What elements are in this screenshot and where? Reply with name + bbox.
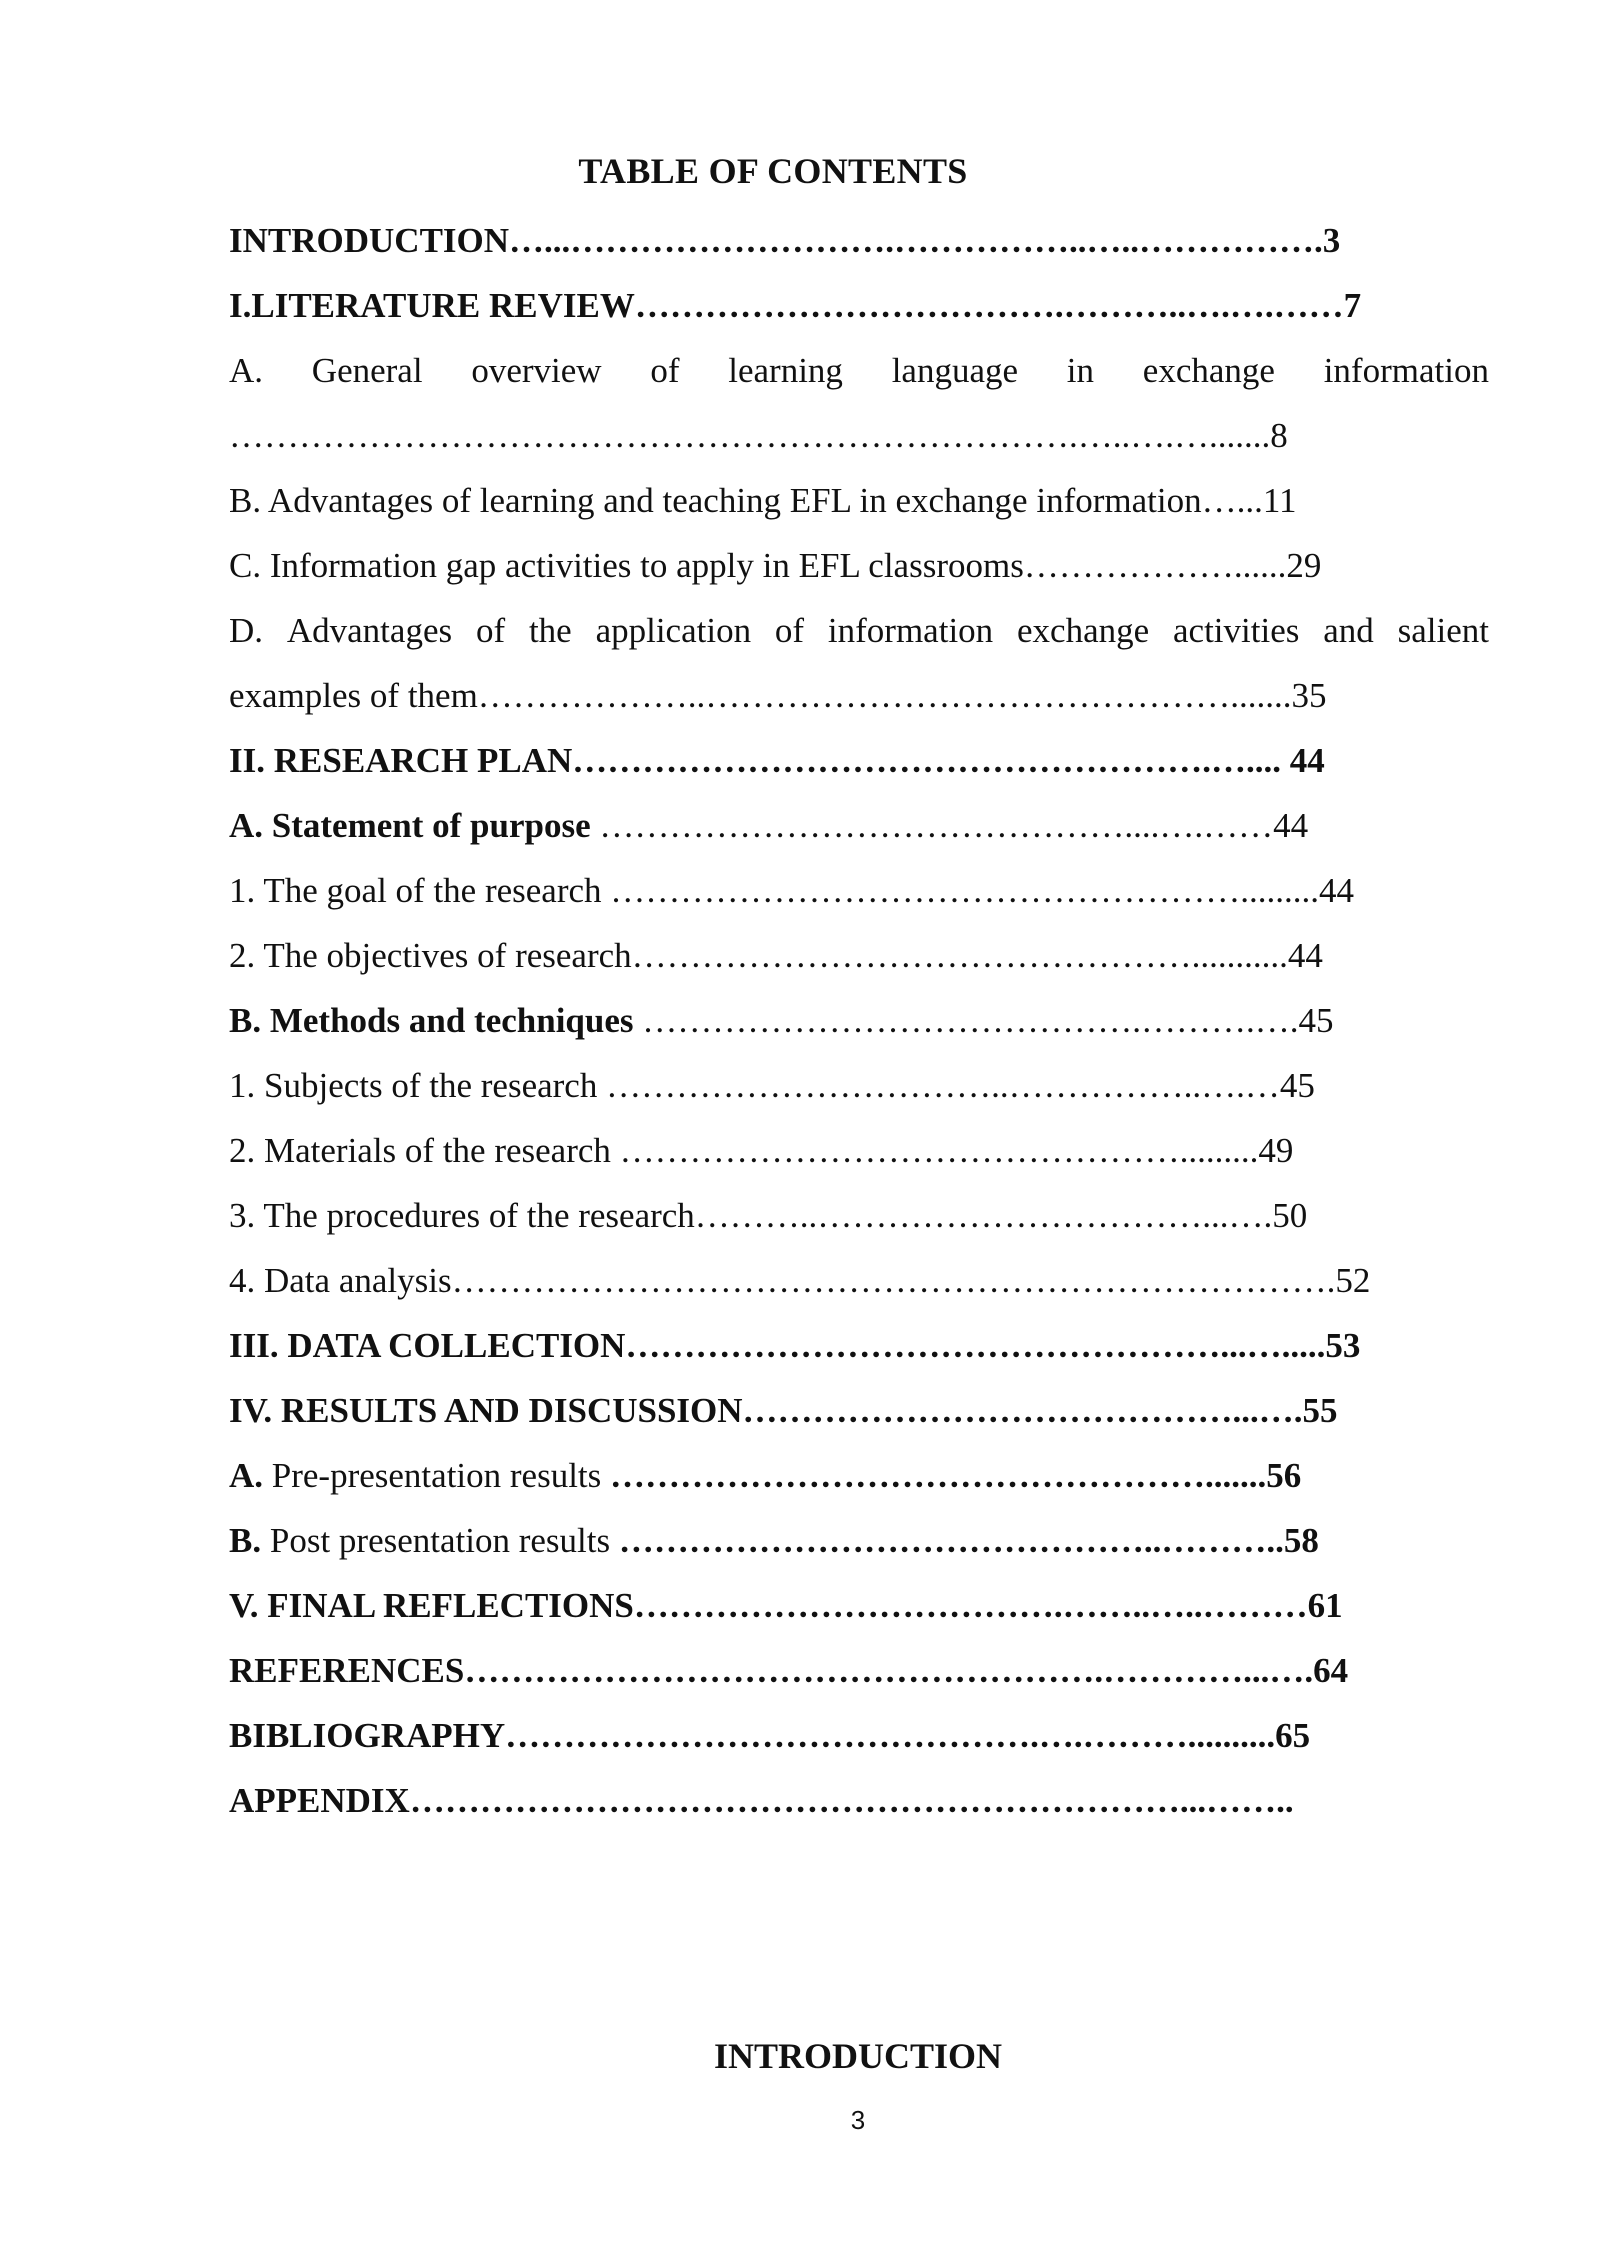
toc-word: information [1323, 351, 1489, 390]
toc-entry-leader-page: ………………………………………..………..58 [618, 1521, 1319, 1560]
toc-entry [229, 988, 1489, 1053]
toc-word: exchange [1017, 611, 1150, 650]
toc-entry: I.LITERATURE REVIEW……………………………….………..….….……7 [229, 286, 1362, 325]
toc-word: in [1066, 351, 1095, 390]
toc-word: activities [1173, 611, 1300, 650]
toc-word: of [650, 351, 680, 390]
toc-entry-label: B. Methods and techniques [229, 1001, 634, 1040]
toc-word: General [311, 351, 423, 390]
toc-word: exchange [1142, 351, 1275, 390]
toc-entry: B. Advantages of learning and teaching EFL in exchange information…...11 [229, 481, 1297, 520]
toc-entry: INTRODUCTION…...……………………….……………..…..…………….3 [229, 221, 1341, 260]
toc-entry: BIBLIOGRAPHY……………………………………….….………..........65 [229, 1716, 1311, 1755]
toc-entry: III. DATA COLLECTION……………………………………………...….....53 [229, 1326, 1361, 1365]
toc-entry-line [229, 598, 1489, 663]
toc-entry: C. Information gap activities to apply in EFL classrooms………………......29 [229, 546, 1322, 585]
toc-entry: ……………………………………………………………….…..….….......8 [229, 416, 1288, 455]
toc-title: TABLE OF CONTENTS [578, 151, 968, 191]
toc-entry-title: Post presentation results [261, 1521, 619, 1560]
toc-word: of [774, 611, 805, 650]
toc-word: A. [229, 351, 264, 390]
toc-entry: II. RESEARCH PLAN……………………………………………….….... 44 [229, 741, 1325, 780]
toc-entry: examples of them………………..……………………………………….......35 [229, 676, 1327, 715]
toc-word: salient [1397, 611, 1489, 650]
toc-entry: 2. Materials of the research ………………………………………….........49 [229, 1131, 1294, 1170]
toc-word: overview [471, 351, 602, 390]
toc-word: application [595, 611, 752, 650]
toc-entry-label: A. [229, 1456, 264, 1495]
toc-entry: 1. The goal of the research ……………………………………………….........44 [229, 871, 1355, 910]
toc-entry-label: B. [229, 1521, 262, 1560]
toc-word: the [528, 611, 572, 650]
toc-entry-line [229, 338, 1489, 403]
toc-entry: 4. Data analysis………………………………………………………………….52 [229, 1261, 1371, 1300]
toc-entry [229, 793, 1489, 858]
toc-word: language [891, 351, 1019, 390]
toc-entry: APPENDIX…………………………………………………………...…….. [229, 1781, 1294, 1820]
toc-word: learning [728, 351, 843, 390]
toc-word: of [475, 611, 506, 650]
toc-entry [229, 1443, 1489, 1508]
toc-entry-label: A. Statement of purpose [229, 806, 591, 845]
toc-entry: 2. The objectives of research…………………………………………...........44 [229, 936, 1323, 975]
toc-entry: 3. The procedures of the research………..……………………………...….50 [229, 1196, 1308, 1235]
table-of-contents [229, 208, 1489, 1833]
toc-entry-title: Pre-presentation results [263, 1456, 611, 1495]
toc-entry-leader-page: ………………………………………....….……44 [590, 806, 1309, 845]
toc-entry: V. FINAL REFLECTIONS……………………………….……..…..………61 [229, 1586, 1343, 1625]
toc-entry [229, 1508, 1489, 1573]
toc-entry: IV. RESULTS AND DISCUSSION……………………………………...….55 [229, 1391, 1338, 1430]
toc-entry: REFERENCES……………………………………………….…………...….64 [229, 1651, 1349, 1690]
toc-word: Advantages [286, 611, 453, 650]
toc-word: and [1323, 611, 1374, 650]
toc-entry: 1. Subjects of the research ……………………………..……………..….…45 [229, 1066, 1315, 1105]
page-number: 3 [850, 2105, 866, 2135]
section-heading-introduction: INTRODUCTION [713, 2036, 1003, 2076]
toc-entry-leader-page: …………………………………………….......56 [610, 1456, 1302, 1495]
toc-word: D. [229, 611, 264, 650]
toc-word: information [827, 611, 994, 650]
toc-entry-leader-page: …………………………………….……….….45 [633, 1001, 1334, 1040]
